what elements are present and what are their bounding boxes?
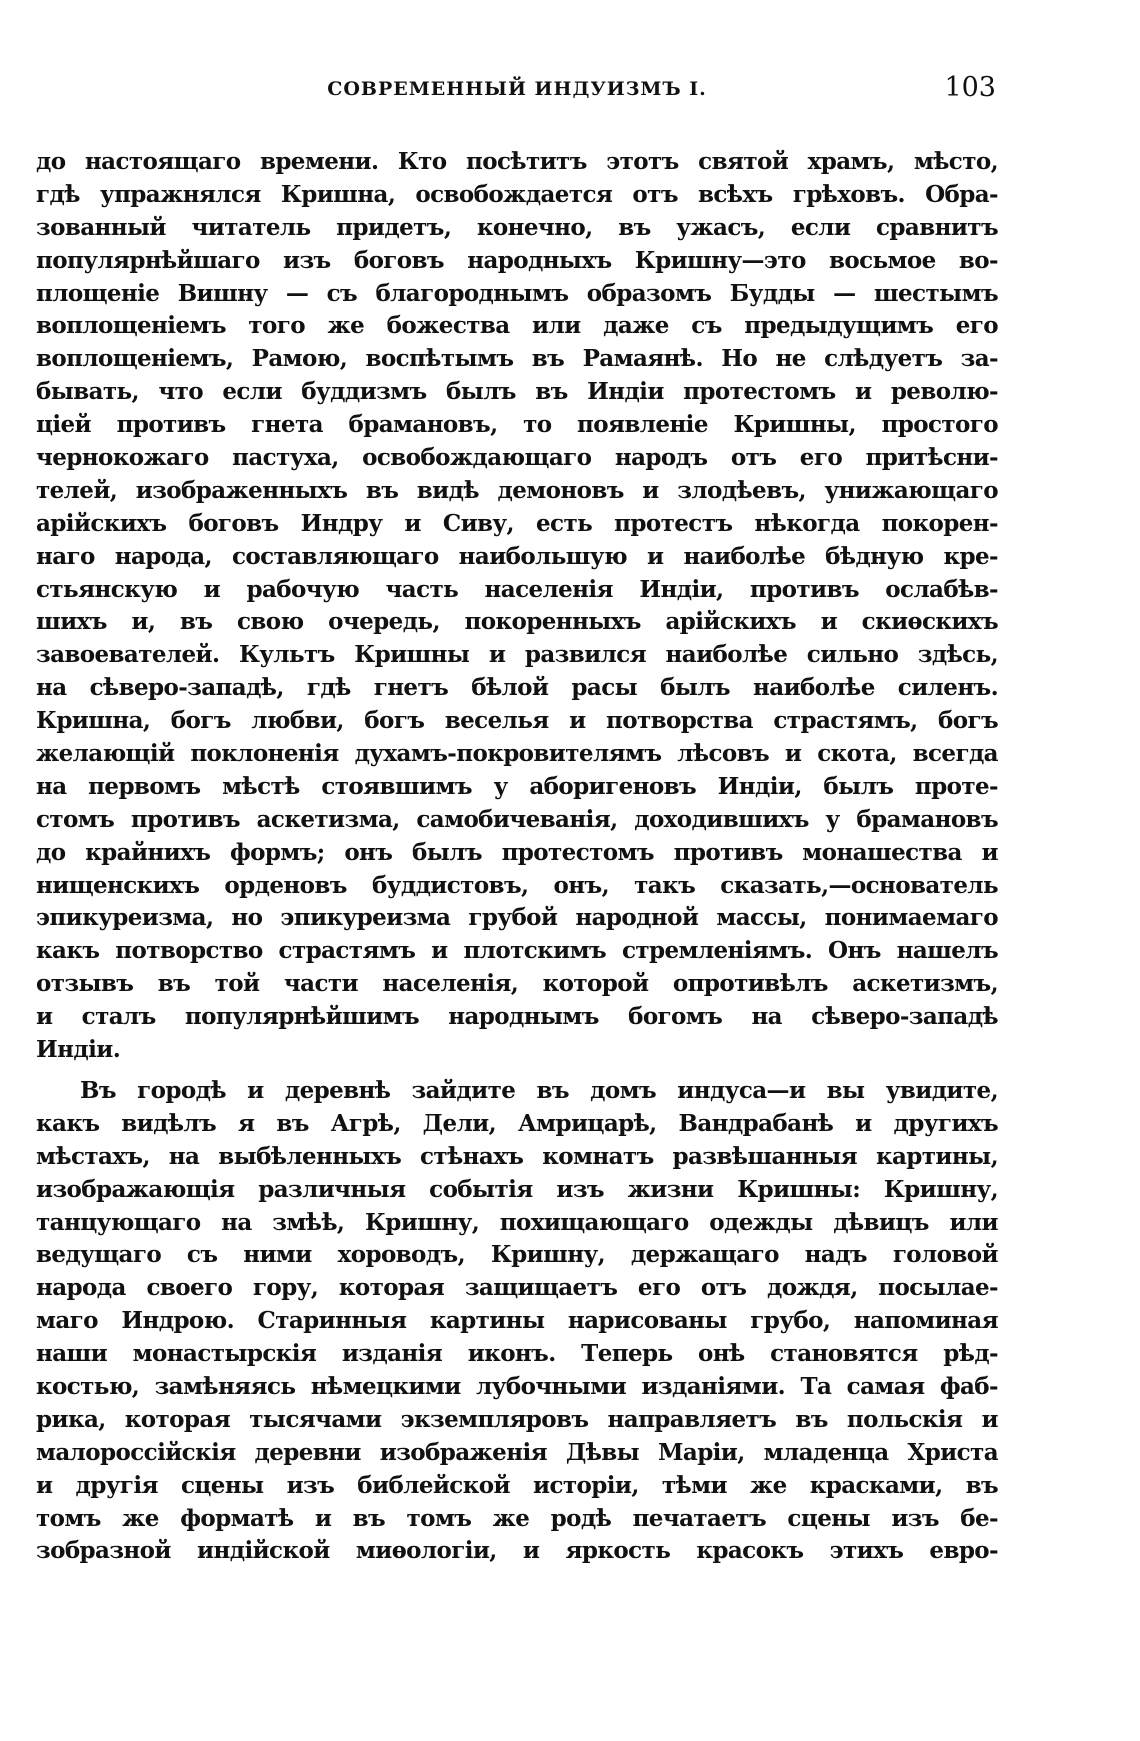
text-line: бывать, что если буддизмъ былъ въ Индіи протестомъ и револю- [36,378,998,406]
text-line: и сталъ популярнѣйшимъ народнымъ богомъ на сѣверо-западѣ [36,1003,998,1031]
text-line: воплощеніемъ того же божества или даже съ предыдущимъ его [36,312,998,340]
text-line: гдѣ упражнялся Кришна, освобождается отъ всѣхъ грѣховъ. Обра- [36,180,998,208]
text-line: площеніе Вишну — съ благороднымъ образомъ Будды — шестымъ [36,279,998,307]
text-line: на первомъ мѣстѣ стоявшимъ у аборигеновъ Индіи, былъ проте- [36,772,998,800]
text-line: малороссійскія деревни изображенія Дѣвы Маріи, младенца Христа [36,1438,998,1466]
text-line: эпикуреизма, но эпикуреизма грубой народной массы, понимаемаго [36,904,998,932]
text-line: рика, которая тысячами экземпляровъ направляетъ въ польскія и [36,1405,998,1433]
text-line: завоевателей. Культъ Кришны и развился наиболѣе сильно здѣсь, [36,641,998,669]
text-line: до крайнихъ формъ; онъ былъ протестомъ противъ монашества и [36,838,998,866]
text-line: нищенскихъ орденовъ буддистовъ, онъ, такъ сказать,—основатель [36,871,998,899]
text-line: зованный читатель придетъ, конечно, въ ужасъ, если сравнитъ [36,213,998,241]
text-line: какъ потворство страстямъ и плотскимъ стремленіямъ. Онъ нашелъ [36,937,998,965]
paragraph [36,1075,998,1568]
text-line: на сѣверо-западѣ, гдѣ гнетъ бѣлой расы былъ наиболѣе силенъ. [36,674,998,702]
text-line: зобразной индійской миѳологіи, и яркость красокъ этихъ евро- [36,1537,998,1565]
text-line: народа своего гору, которая защищаетъ его отъ дождя, посылае- [36,1274,998,1302]
text-line: наго народа, составляющаго наибольшую и наиболѣе бѣдную кре- [36,542,998,570]
text-line: желающій поклоненія духамъ-покровителямъ лѣсовъ и скота, всегда [36,740,998,768]
text-line: какъ видѣлъ я въ Агрѣ, Дели, Амрицарѣ, Вандрабанѣ и другихъ [36,1109,998,1137]
text-line: Кришна, богъ любви, богъ веселья и потворства страстямъ, богъ [36,707,998,735]
text-line: маго Индрою. Старинныя картины нарисованы грубо, напоминая [36,1307,998,1335]
text-line: томъ же форматѣ и въ томъ же родѣ печатаетъ сцены изъ бе- [36,1504,998,1532]
text-line: ціей противъ гнета брамановъ, то появленіе Кришны, простого [36,411,998,439]
text-line: арійскихъ боговъ Индру и Сиву, есть протестъ нѣкогда покорен- [36,509,998,537]
running-head [36,72,998,116]
text-line: наши монастырскія изданія иконъ. Теперь онѣ становятся рѣд- [36,1340,998,1368]
text-line: стомъ противъ аскетизма, самобичеванія, доходившихъ у брамановъ [36,805,998,833]
text-line: мѣстахъ, на выбѣленныхъ стѣнахъ комнатъ развѣшанныя картины, [36,1142,998,1170]
text-line: воплощеніемъ, Рамою, воспѣтымъ въ Рамаянѣ. Но не слѣдуетъ за- [36,345,998,373]
text-line: стьянскую и рабочую часть населенія Индіи, противъ ослабѣв- [36,575,998,603]
running-title: СОВРЕМЕННЫЙ ИНДУИЗМЪ І. [327,78,707,100]
body-text [36,146,998,1568]
text-line: популярнѣйшаго изъ боговъ народныхъ Кришну—это восьмое во- [36,246,998,274]
text-line: телей, изображенныхъ въ видѣ демоновъ и злодѣевъ, унижающаго [36,476,998,504]
text-line: изображающія различныя событія изъ жизни Кришны: Кришну, [36,1175,998,1203]
paragraph-gap [36,1067,998,1075]
text-line: костью, замѣняясь нѣмецкими лубочными изданіями. Та самая фаб- [36,1372,998,1400]
text-line: Въ городѣ и деревнѣ зайдите въ домъ индуса—и вы увидите, [80,1076,998,1104]
text-line: и другія сцены изъ библейской исторіи, тѣми же красками, въ [36,1471,998,1499]
paragraph [36,146,998,1067]
text-line: танцующаго на змѣѣ, Кришну, похищающаго одежды дѣвицъ или [36,1208,998,1236]
text-line: Индіи. [36,1036,121,1064]
text-line: отзывъ въ той части населенія, которой опротивѣлъ аскетизмъ, [36,970,998,998]
text-line: ведущаго съ ними хороводъ, Кришну, держащаго надъ головой [36,1241,998,1269]
text-line: до настоящаго времени. Кто посѣтитъ этотъ святой храмъ, мѣсто, [36,148,998,175]
page-number: 103 [944,72,996,103]
text-line: шихъ и, въ свою очередь, покоренныхъ арійскихъ и скиѳскихъ [36,608,998,636]
text-line: чернокожаго пастуха, освобождающаго народъ отъ его притѣсни- [36,444,998,472]
